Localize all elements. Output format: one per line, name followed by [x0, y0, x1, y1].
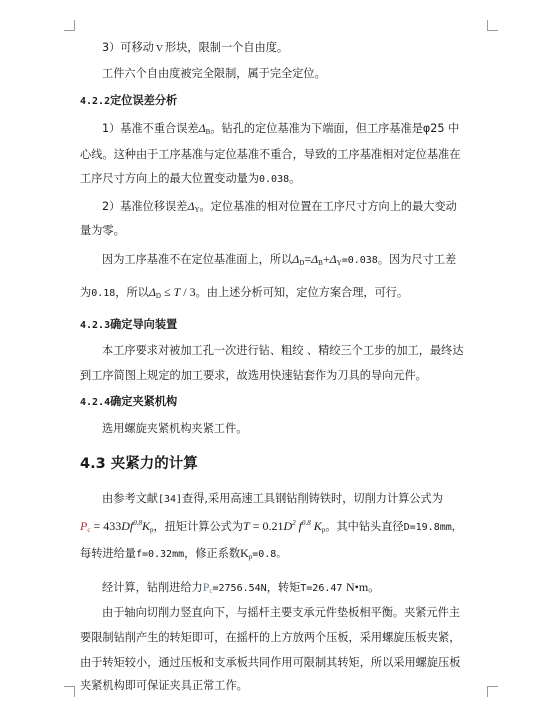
heading-4-2-2: 4.2.2定位误差分析	[80, 94, 178, 107]
heading-4-2-4: 4.2.4确定夹紧机构	[80, 395, 178, 408]
paragraph-8-line-4: 夹紧机构即可保证夹具正常工作。	[80, 679, 248, 692]
paragraph-6-line-1: 由参考文献[34]查得,采用高速工具钢钻削铸铁时，切削力计算公式为	[102, 492, 443, 505]
paragraph-1-line-3: 工序尺寸方向上的最大位置变动量为0.038。	[80, 172, 301, 185]
paragraph-8-line-2: 要限制钻削产生的转矩即可，在摇杆的上方放两个压板，采用螺旋压板夹紧，	[80, 631, 461, 644]
text-line-2: 工件六个自由度被完全限制，属于完全定位。	[102, 67, 326, 80]
paragraph-3-line-2: 为0.18，所以$\Delta_D \le T / 3$。由上述分析可知，定位方案合理，可行。	[80, 285, 409, 300]
paragraph-6-line-2: $P_c = 433Df^{0.8}K_p$，扭矩计算公式为$T = 0.21D^2$ $f^{0.8}$ $K_p$。其中钻头直径D=19.8mm，	[80, 519, 462, 534]
paragraph-6-line-3: 每转进给量f=0.32mm，修正系数$K_p=0.8$。	[80, 546, 287, 561]
paragraph-3-line-1: 因为工序基准不在定位基准面上，所以$\Delta_D=\Delta_B+\Delta_Y=0.038$。因为尺寸工差	[102, 252, 457, 267]
paragraph-8-line-1: 由于轴向切削力竖直向下，与摇杆主要支承元件垫板相平衡。夹紧元件主	[102, 606, 461, 619]
paragraph-2-line-2: 量为零。	[80, 224, 125, 237]
margin-mark-top-right	[487, 20, 498, 31]
heading-4-3: 4.3 夹紧力的计算	[80, 456, 198, 472]
paragraph-4-line-1: 本工序要求对被加工孔一次进行钻、粗绞 、精绞三个工步的加工，最终达	[102, 344, 464, 357]
paragraph-1-line-2: 心线。这种由于工序基准与定位基准不重合，导致的工序基准相对定位基准在	[80, 148, 461, 161]
margin-mark-bottom-left	[64, 686, 75, 697]
paragraph-4-line-2: 到工序简图上规定的加工要求，故选用快速钻套作为刀具的导向元件。	[80, 369, 427, 382]
margin-mark-top-left	[64, 20, 75, 31]
paragraph-2-line-1: 2）基准位移误差$\Delta_Y$。定位基准的相对位置在工序尺寸方向上的最大变动	[102, 199, 457, 214]
paragraph-7-line-1: 经计算，钻削进给力$P_c=2756.54N$，转矩T=26.47 N•m。	[102, 580, 381, 595]
text-line-1: 3）可移动ｖ形块，限制一个自由度。	[102, 41, 289, 54]
paragraph-5-line-1: 选用螺旋夹紧机构夹紧工件。	[102, 422, 248, 435]
paragraph-8-line-3: 由于转矩较小，通过压板和支承板共同作用可限制其转矩，所以采用螺旋压板	[80, 656, 461, 669]
paragraph-1-line-1: 1）基准不重合误差$\Delta_B$。钻孔的定位基准为下端面，但工序基准是φ25 中	[102, 121, 460, 136]
heading-4-2-3: 4.2.3确定导向装置	[80, 318, 178, 331]
